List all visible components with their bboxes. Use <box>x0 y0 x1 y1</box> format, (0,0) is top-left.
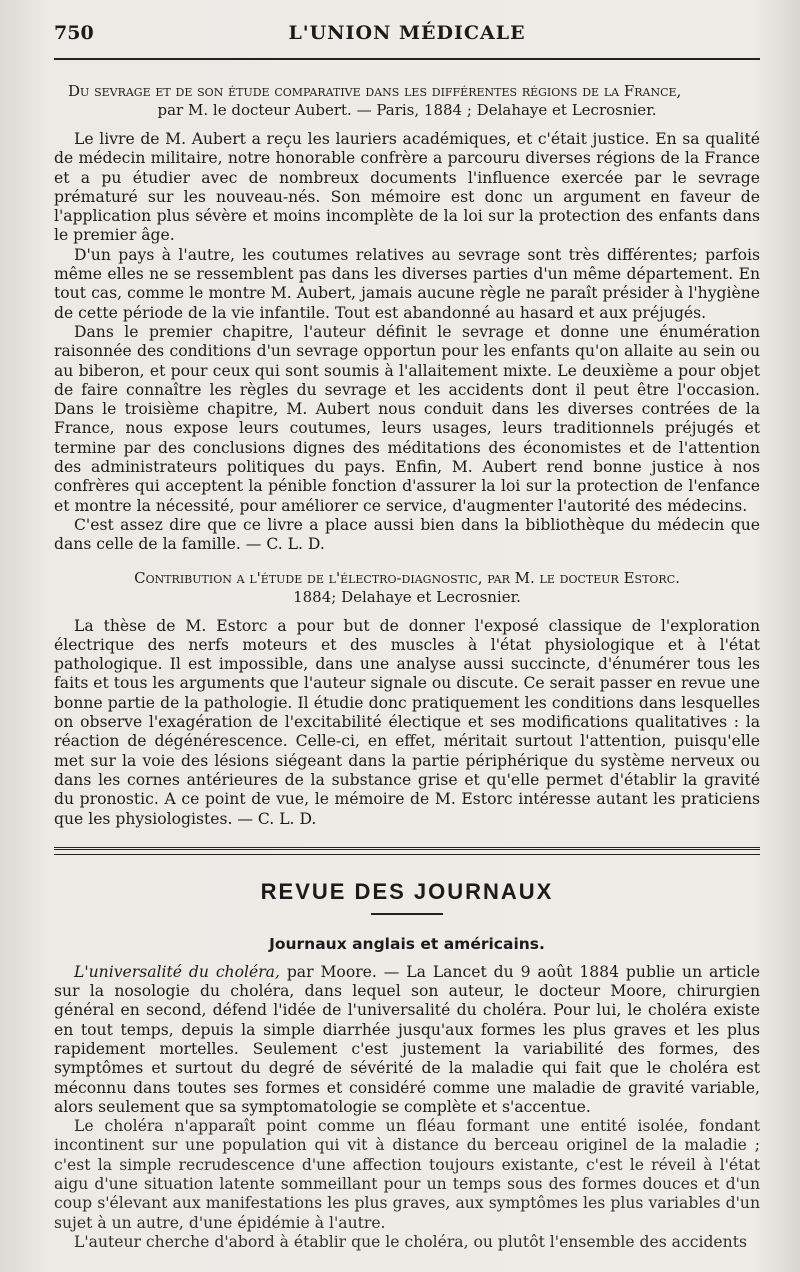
article-author: par Moore. <box>286 962 377 981</box>
page-number: 750 <box>54 22 94 44</box>
article-paragraph: L'auteur cherche d'abord à établir que le choléra, ou plutôt l'ensemble des accidents <box>74 1232 747 1251</box>
review-paragraph: La thèse de M. Estorc a pour but de donner l'exposé classique de l'exploration électrique des nerfs moteurs et des muscles à l'état physiologique et à l'état pathologique. Il est impossible, dans une analyse aussi succincte, d'énumérer tous les faits et tous les arguments que l'auteur signale ou discute. Ce serait passer en revue une bonne partie de la pathologie. Il étudie donc pratiquement les conditions dans lesquelles on observe l'exagération de l'excitabilité électique et ses modifications qualitatives : la réaction de dégénérescence. Celle-ci, en effet, méritait surtout l'attention, puisqu'elle met sur la voie des lésions siégeant dans la partie périphérique du système nerveux ou dans les cornes antérieures de la substance grise et qu'elle permet d'établir la gravité du pronostic. A ce point de vue, le mémoire de M. Estorc intéresse autant les praticiens que les physiologistes. — C. L. D. <box>54 616 760 828</box>
review-paragraph: Le livre de M. Aubert a reçu les lauriers académiques, et c'était justice. En sa qualité de médecin militaire, notre honorable confrère a parcouru diverses régions de la France et a pu étudier avec de nombreux documents l'influence exercée par le sevrage prématuré sur les nouveau-nés. Son mémoire est donc un argument en faveur de l'application plus sévère et moins incomplète de la loi sur la protection des enfants dans le premier âge. <box>54 130 760 245</box>
article-paragraph: Le choléra n'apparaît point comme un fléau formant une entité isolée, fondant incontinent sur une population qui vit à distance du berceau originel de la maladie ; c'est la simple recrudescence d'une affection toujours existante, c'est le réveil à l'état aigu d'une situation latente sommeillant pour un temps sous des formes douces et d'un coup s'élevant aux manifestations les plus graves, aux symptômes les plus variables d'un sujet à un autre, d'une épidémie à l'autre. <box>54 1117 760 1232</box>
review-paragraph: C'est assez dire que ce livre a place aussi bien dans la bibliothèque du médecin que dans celle de la famille. — C. L. D. <box>54 515 760 554</box>
header-rule <box>54 58 760 60</box>
review-title: Contribution a l'étude de l'électro-diagnostic, par M. le docteur Estorc. <box>134 568 680 587</box>
review-aubert <box>54 82 760 555</box>
running-head <box>54 18 760 48</box>
article-paragraph <box>54 963 760 1117</box>
journal-title: L'UNION MÉDICALE <box>288 22 526 44</box>
subsection-title: Journaux anglais et américains. <box>269 934 545 953</box>
article-lead-text: — La Lancet du 9 août 1884 publie un article sur la nosologie du choléra, dans lequel son auteur, le docteur Moore, chirurgien général en second, défend l'idée de l'universalité du choléra. Pour lui, le choléra existe en tout temps, depuis la simple diarrhée jusqu'aux formes les plus graves et les plus rapidement mortelles. Seulement c'est justement la variabilité des formes, des symptômes et surtout du degré de sévérité de la maladie qui fait que le choléra est méconnu dans toutes ses formes et considéré comme une maladie de gravité variable, alors seulement que sa symptomatologie se complète et s'accentue. <box>54 962 760 1116</box>
section-title: REVUE DES JOURNAUX <box>260 878 554 904</box>
review-title-citation: 1884; Delahaye et Lecrosnier. <box>293 587 521 606</box>
article-title: L'universalité du choléra, <box>74 962 280 981</box>
section-divider <box>54 847 760 855</box>
review-paragraph: Dans le premier chapitre, l'auteur définit le sevrage et donne une énumération raisonnée des conditions d'un sevrage opportun pour les enfants qu'on allaite au sein ou au biberon, et pour ceux qui sont soumis à l'allaitement mixte. Le deuxième a pour objet de faire connaître les règles du sevrage et les accidents dont il peut être l'occasion. Dans le troisième chapitre, M. Aubert nous conduit dans les diverses contrées de la France, nous expose leurs coutumes, leurs usages, leurs traditionnels préjugés et termine par des conclusions dignes des méditations des économistes et de l'attention des administrateurs politiques du pays. Enfin, M. Aubert rend bonne justice à nos confrères qui acceptent la pénible fonction d'assurer la loi sur la protection de l'enfance et montre la nécessité, pour améliorer ce service, d'augmenter l'autorité des médecins. <box>54 322 760 515</box>
review-title: Du sevrage et de son étude comparative dans les différentes régions de la France, <box>68 82 682 100</box>
review-title-citation: par M. le docteur Aubert. — Paris, 1884 ; Delahaye et Lecrosnier. <box>157 101 657 119</box>
article-cholera <box>54 963 760 1252</box>
review-paragraph: D'un pays à l'autre, les coutumes relatives au sevrage sont très différentes; parfois même elles ne se ressemblent pas dans les diverses parties d'un même département. En tout cas, comme le montre M. Aubert, jamais aucune règle ne paraît présider à l'hygiène de cette période de la vie infantile. Tout est abandonné au hasard et aux préjugés. <box>54 245 760 322</box>
review-estorc <box>54 569 760 829</box>
section-title-rule <box>371 913 443 915</box>
